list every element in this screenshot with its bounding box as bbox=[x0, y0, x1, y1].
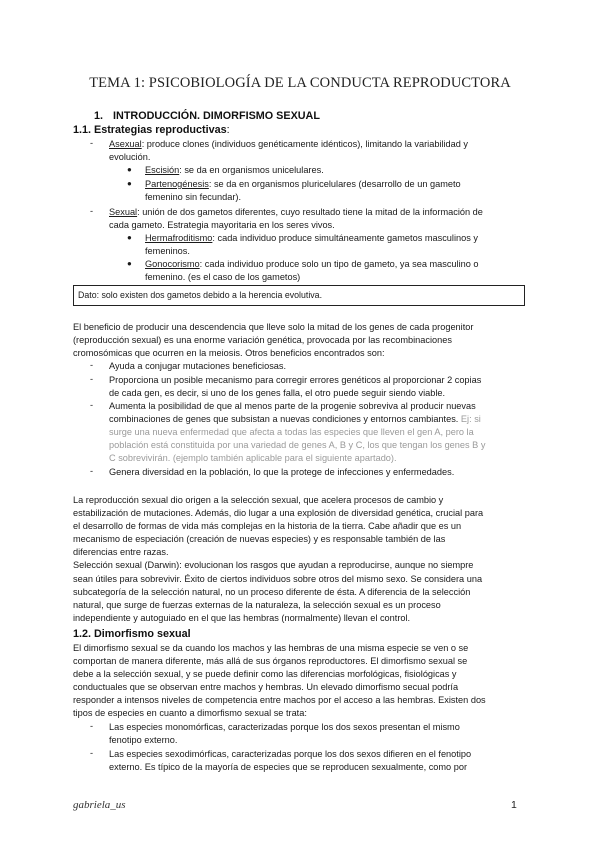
list-item-text: externo. Es típico de la mayoría de especies que se reproducen sexualmente, como por bbox=[109, 762, 468, 773]
paragraph-line: independiente y autoguiado en el que las hembras (normalmente) llevan el control. bbox=[73, 612, 411, 623]
list-item-text: Genera diversidad en la población, lo que la protege de infecciones y enfermedades. bbox=[109, 467, 455, 477]
paragraph-line: sean útiles para sobrevivir. Éxito de ciertos individuos sobre otros del mismo sexo. Se considera una bbox=[73, 573, 483, 584]
paragraph-line: Selección sexual (Darwin): evolucionan los rasgos que ayudan a reproducirse, aunque no siempre bbox=[73, 560, 474, 571]
benefit-item bbox=[109, 466, 454, 479]
paragraph-line: El dimorfismo sexual se da cuando los machos y las hembras de una misma especie se ven o se bbox=[73, 643, 469, 653]
list-item-asexual bbox=[109, 138, 468, 164]
paragraph-line: cromosómicas que ocurren en la meiosis. Otros beneficios encontrados son: bbox=[73, 348, 385, 359]
paragraph-line: conductuales que se observan entre machos y hembras. Un elevado dimorfismo secual podría bbox=[73, 682, 459, 693]
paragraph-line: tipos de especies en cuanto a dimorfismo sexual se trata: bbox=[73, 708, 307, 719]
section-heading bbox=[94, 110, 320, 122]
term-sexual: Sexual bbox=[109, 207, 138, 217]
term-hermafroditismo: Hermafroditismo bbox=[145, 233, 213, 243]
bullet-icon: ● bbox=[127, 259, 132, 268]
example-text: Ej: si bbox=[460, 414, 481, 425]
list-dash: - bbox=[90, 374, 94, 384]
list-item-text: : se da en organismos unicelulares. bbox=[179, 165, 324, 175]
paragraph-line: comportan de manera diferente, más allá de sus órganos reproductores. El dimorfismo sexual se bbox=[73, 656, 468, 667]
sublist-item-escision bbox=[145, 164, 324, 177]
list-dash: - bbox=[90, 206, 94, 216]
benefit-item bbox=[109, 360, 286, 373]
sublist-item-partenogenesis bbox=[145, 178, 461, 204]
bullet-icon: ● bbox=[127, 233, 132, 242]
term-partenogenesis: Partenogénesis bbox=[145, 179, 209, 189]
paragraph-dimorfismo bbox=[73, 642, 486, 721]
subsection-title: 1.1. Estrategias reproductivas bbox=[73, 124, 227, 136]
list-item-text: : se da en organismos pluricelulares (desarrollo de un gameto bbox=[208, 179, 461, 189]
section-number: 1. bbox=[94, 110, 104, 122]
paragraph-line: natural, que surge de fuerzas externas de la naturaleza, la selección sexual es un proceso bbox=[73, 599, 441, 610]
list-item-text: Proporciona un posible mecanismo para corregir errores genéticos al proporcionar 2 copias bbox=[109, 375, 482, 385]
bullet-icon: ● bbox=[127, 165, 132, 174]
list-dash: - bbox=[90, 748, 94, 758]
paragraph-line: El beneficio de producir una descendencia que lleve solo la mitad de los genes de cada progenitor bbox=[73, 322, 474, 332]
species-item-dimorphic bbox=[109, 748, 471, 774]
paragraph-line: diferencias entre razas. bbox=[73, 547, 169, 558]
list-item-text: : unión de dos gametos diferentes, cuyo resultado tiene la mitad de la información de bbox=[137, 207, 483, 217]
list-item-text: Aumenta la posibilidad de que al menos parte de la progenie sobreviva al producir nuevas bbox=[109, 401, 476, 411]
bullet-icon: ● bbox=[127, 179, 132, 188]
subsection-colon: : bbox=[226, 124, 230, 136]
term-gonocorismo: Gonocorismo bbox=[145, 259, 200, 269]
species-item-monomorphic bbox=[109, 721, 460, 747]
term-asexual: Asexual bbox=[109, 139, 142, 149]
list-dash: - bbox=[90, 400, 94, 410]
list-item-text: de cada gen, es decir, si uno de los genes falla, el otro puede seguir siendo viable. bbox=[109, 388, 446, 399]
benefit-item bbox=[109, 400, 485, 465]
list-item-text: : cada individuo produce simultáneamente gametos masculinos y bbox=[212, 233, 478, 243]
list-item-text: evolución. bbox=[109, 152, 151, 163]
example-text: surge una nueva enfermedad que afecta a todas las especies que lleven el gen A, pero la bbox=[109, 427, 474, 438]
page-number: 1 bbox=[511, 799, 517, 811]
list-item-text: femenino. (es el caso de los gametos) bbox=[145, 272, 301, 283]
paragraph-line: debe a la selección sexual, y se puede definir como las diferencias morfológicas, fisiológicas y bbox=[73, 669, 457, 680]
list-dash: - bbox=[90, 721, 94, 731]
list-item-text: Las especies sexodimórficas, caracterizadas porque los dos sexos difieren en el fenotipo bbox=[109, 749, 472, 759]
note-box: Dato: solo existen dos gametos debido a la herencia evolutiva. bbox=[73, 285, 525, 306]
author-signature: gabriela_us bbox=[73, 799, 126, 811]
subsection-heading-dimorfismo: 1.2. Dimorfismo sexual bbox=[73, 628, 191, 640]
paragraph-line: estabilización de mutaciones. Además, dio lugar a una explosión de diversidad genética, crucial para bbox=[73, 508, 484, 519]
sublist-item-hermafroditismo bbox=[145, 232, 478, 258]
paragraph-line: La reproducción sexual dio origen a la selección sexual, que acelera procesos de cambio y bbox=[73, 495, 444, 505]
paragraph-benefits-intro bbox=[73, 321, 473, 360]
benefit-item bbox=[109, 374, 481, 400]
document-title: TEMA 1: PSICOBIOLOGÍA DE LA CONDUCTA REPRODUCTORA bbox=[89, 75, 511, 91]
list-item-text: Las especies monomórficas, caracterizadas porque los dos sexos presentan el mismo bbox=[109, 722, 460, 732]
paragraph-line: el desarrollo de formas de vida más complejas en la historia de la tierra. Cabe añadir que es un bbox=[73, 521, 462, 532]
list-item-text: : cada individuo produce solo un tipo de gameto, ya sea masculino o bbox=[199, 259, 479, 269]
list-item-sexual bbox=[109, 206, 483, 232]
paragraph-sexual-selection bbox=[73, 494, 483, 625]
list-item-text: femenino sin fecundar). bbox=[145, 192, 242, 203]
sublist-item-gonocorismo bbox=[145, 258, 479, 284]
paragraph-line: mecanismo de especiación (creación de nuevas especies) y es responsable también de las bbox=[73, 534, 446, 545]
list-dash: - bbox=[90, 138, 94, 148]
term-escision: Escisión bbox=[145, 165, 180, 175]
paragraph-line: subcategoría de la selección natural, no un proceso diferente de ésta. A diferencia de la selección bbox=[73, 586, 471, 597]
list-item-text: fenotipo externo. bbox=[109, 735, 178, 746]
list-item-text: femeninos. bbox=[145, 246, 190, 257]
section-title: INTRODUCCIÓN. DIMORFISMO SEXUAL bbox=[113, 110, 320, 122]
example-text: población está constituida por una variedad de genes A, B y C, los que tengan los genes B y bbox=[109, 440, 486, 451]
subsection-heading bbox=[73, 124, 230, 136]
example-text: C sobrevivirán. (ejemplo también aplicable para el siguiente apartado). bbox=[109, 453, 397, 464]
list-dash: - bbox=[90, 360, 94, 370]
paragraph-line: responder a intensos niveles de competencia entre machos por el acceso a las hembras. Existen dos bbox=[73, 695, 486, 706]
paragraph-line: (reproducción sexual) es una enorme variación genética, provocada por las recombinaciones bbox=[73, 335, 452, 346]
list-item-text: : produce clones (individuos genéticamente idénticos), limitando la variabilidad y bbox=[141, 139, 469, 149]
list-item-text: cada gameto. Estrategia mayoritaria en los seres vivos. bbox=[109, 220, 335, 231]
list-item-text: Ayuda a conjugar mutaciones beneficiosas. bbox=[109, 361, 287, 371]
list-item-text: combinaciones de genes que subsistan a nuevas condiciones y entornos cambiantes. bbox=[109, 414, 459, 425]
list-dash: - bbox=[90, 466, 94, 476]
